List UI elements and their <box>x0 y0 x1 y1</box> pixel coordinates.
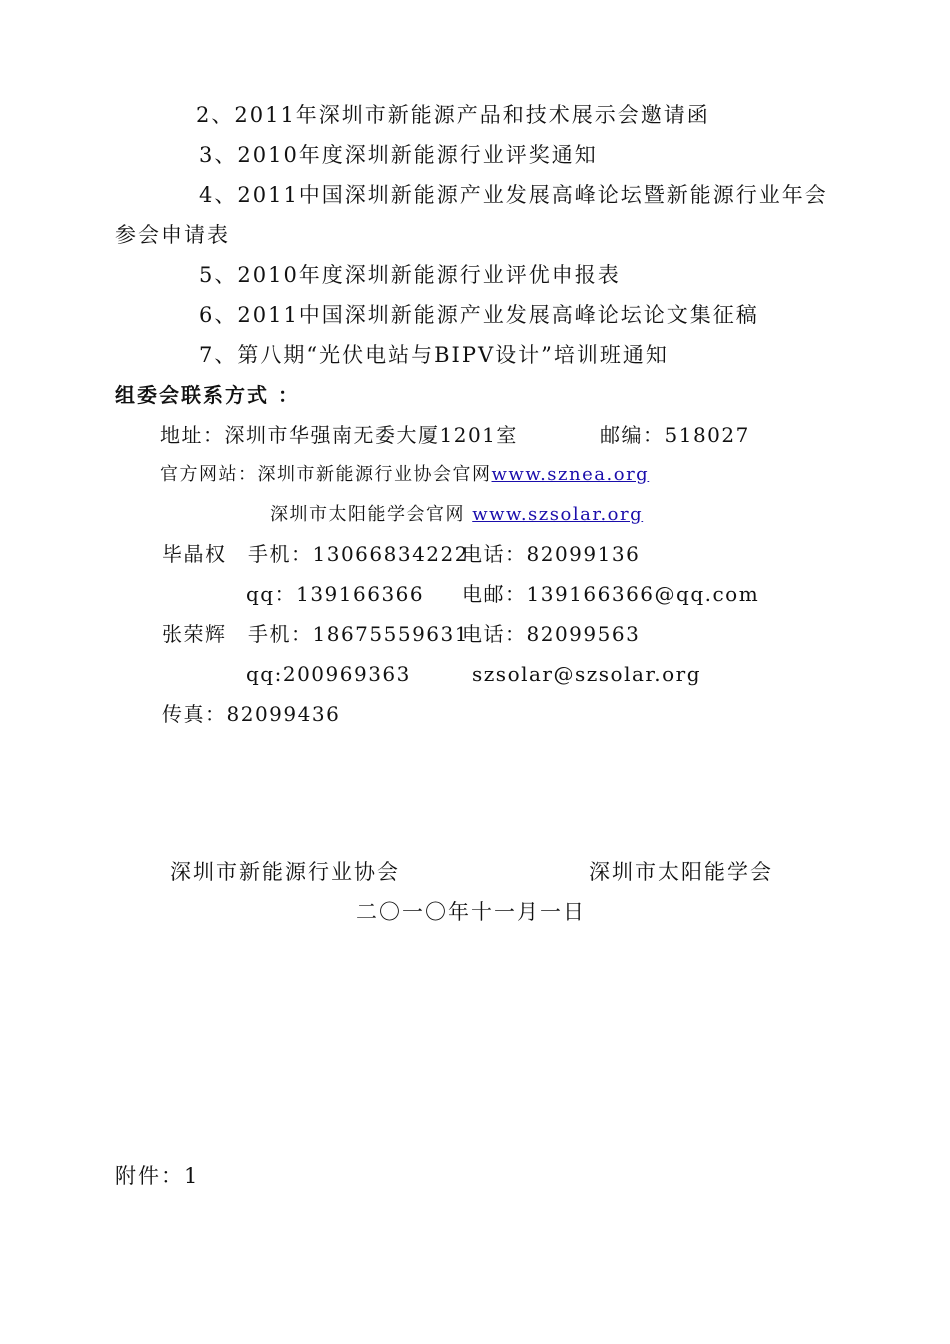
fax-line: 传真：82099436 <box>162 702 341 726</box>
address-text: 地址：深圳市华强南无委大厦1201室 <box>160 423 518 447</box>
website-line-1 <box>160 461 649 489</box>
contact-phone: 电话：82099136 <box>462 542 641 566</box>
list-item: 5、2010年度深圳新能源行业评优申报表 <box>199 263 621 287</box>
list-item: 7、第八期“光伏电站与BIPV设计”培训班通知 <box>199 343 669 367</box>
signature-date: 二〇一〇年十一月一日 <box>356 900 586 924</box>
contact-email: 电邮：139166366@qq.com <box>462 582 760 606</box>
list-item-continuation: 参会申请表 <box>115 223 230 247</box>
contact-email: szsolar@szsolar.org <box>472 662 702 686</box>
sznea-link[interactable]: www.sznea.org <box>491 464 650 485</box>
contact-row <box>162 580 862 608</box>
list-item: 2、2011年深圳市新能源产品和技术展示会邀请函 <box>196 103 710 127</box>
contact-mobile: 手机：18675559631 <box>248 622 469 646</box>
list-item: 4、2011中国深圳新能源产业发展高峰论坛暨新能源行业年会 <box>199 183 828 207</box>
list-item: 6、2011中国深圳新能源产业发展高峰论坛论文集征稿 <box>199 303 759 327</box>
signature-org-2: 深圳市太阳能学会 <box>589 860 773 884</box>
contact-heading: 组委会联系方式 ： <box>115 383 300 407</box>
contact-qq: qq:200969363 <box>246 662 411 686</box>
contact-row <box>162 540 862 568</box>
contact-qq: qq：139166366 <box>246 582 425 606</box>
address-line <box>160 421 860 449</box>
contact-row <box>162 620 862 648</box>
contact-name: 毕晶权 <box>162 542 227 566</box>
contact-name: 张荣辉 <box>162 622 227 646</box>
appendix-label: 附件：1 <box>115 1164 200 1188</box>
website-label-2: 深圳市太阳能学会官网 <box>270 504 465 525</box>
list-item: 3、2010年度深圳新能源行业评奖通知 <box>199 143 598 167</box>
contact-row <box>162 660 862 688</box>
postcode-text: 邮编：518027 <box>600 423 750 447</box>
website-line-2 <box>270 501 643 529</box>
contact-phone: 电话：82099563 <box>462 622 641 646</box>
signature-org-1: 深圳市新能源行业协会 <box>170 860 400 884</box>
szsolar-link[interactable]: www.szsolar.org <box>472 504 644 525</box>
contact-mobile: 手机：13066834222 <box>248 542 469 566</box>
website-label: 官方网站：深圳市新能源行业协会官网 <box>160 464 492 485</box>
